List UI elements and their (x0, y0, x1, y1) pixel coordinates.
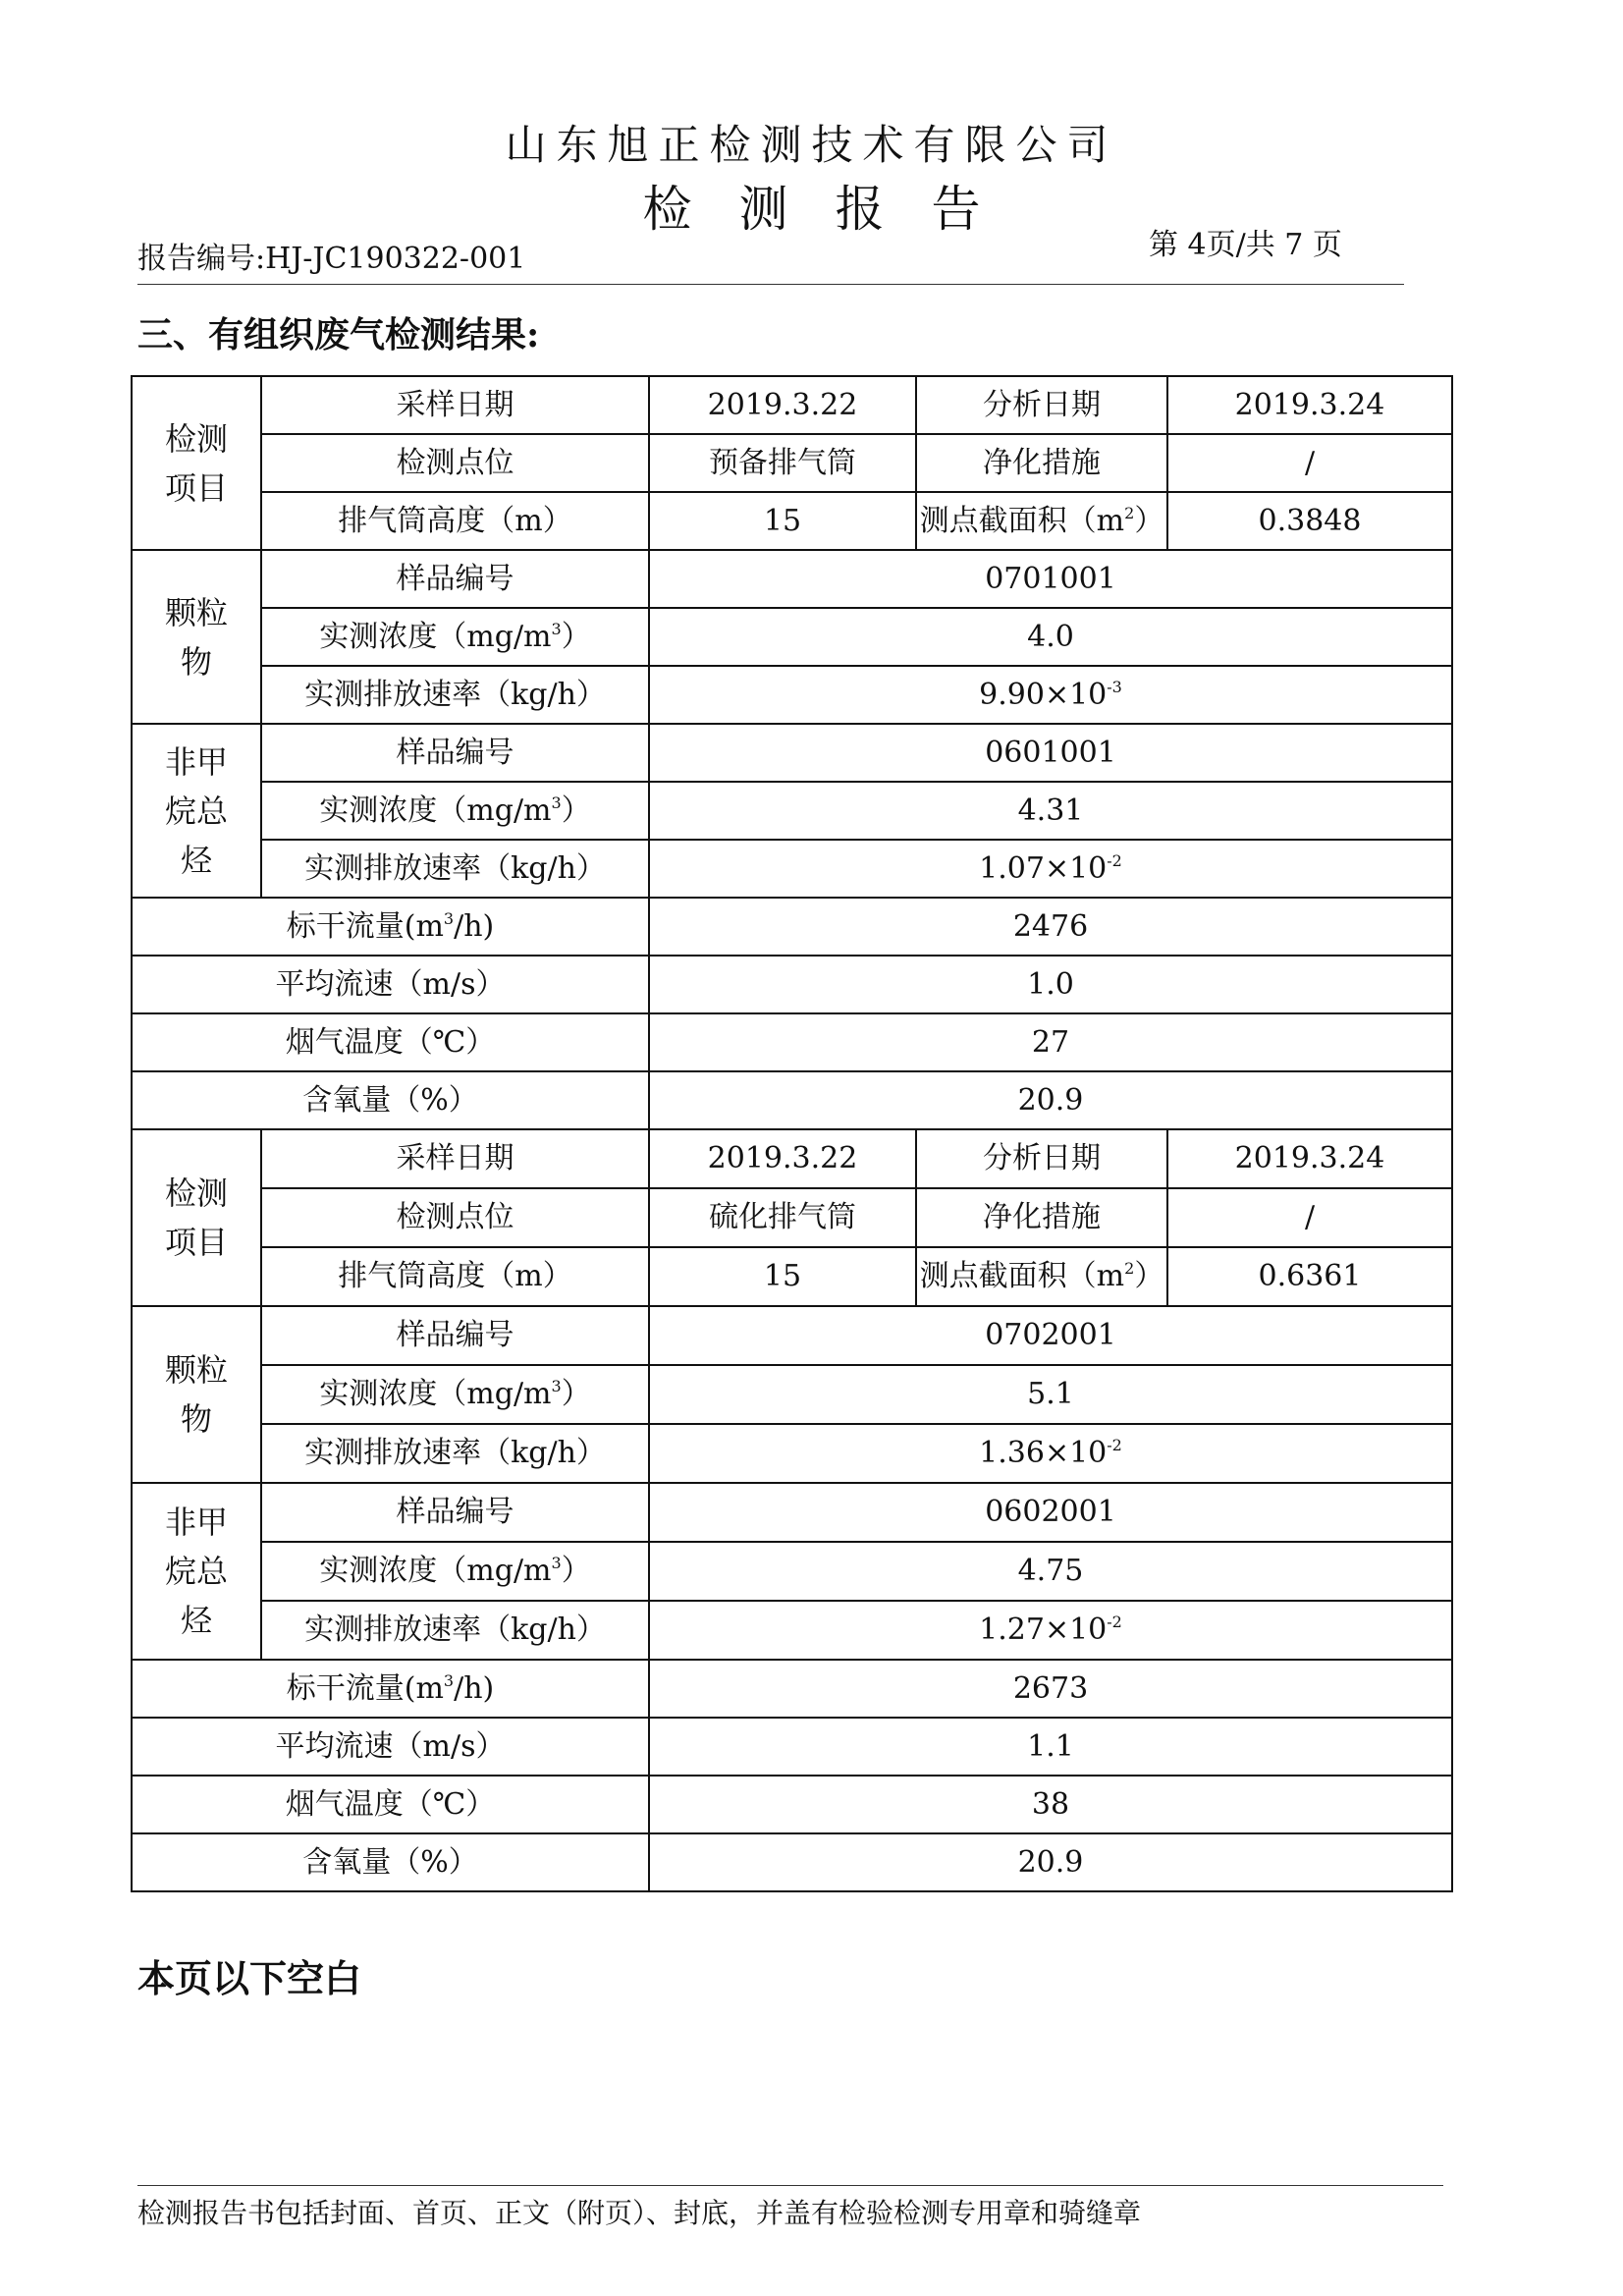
table-row (132, 1013, 1452, 1071)
label-sup: 3 (551, 1377, 562, 1395)
value-cell: 20.9 (649, 1071, 1452, 1129)
label-text: ） (561, 1554, 591, 1588)
label-text: /h) (454, 908, 495, 944)
label-cell: 样品编号 (261, 550, 649, 608)
label-cell: 实测排放速率（kg/h） (261, 1424, 649, 1483)
footer-divider (137, 2185, 1443, 2186)
rate-exponent: -2 (1107, 1436, 1122, 1454)
label-sup: 2 (1124, 503, 1135, 522)
rate-mantissa: 1.07×10 (979, 850, 1108, 886)
value-cell: 4.75 (649, 1542, 1452, 1601)
label-cell: 分析日期 (916, 1129, 1167, 1188)
label-cell: 烟气温度（℃） (132, 1013, 649, 1071)
value-cell: 4.31 (649, 782, 1452, 840)
value-cell: 38 (649, 1776, 1452, 1833)
table-row (132, 1424, 1452, 1483)
label-text: ） (561, 1377, 591, 1411)
label-text: 实测浓度（mg/m (319, 619, 552, 654)
table-row (132, 956, 1452, 1013)
value-cell: 0702001 (649, 1306, 1452, 1365)
label-cell: 样品编号 (261, 1306, 649, 1365)
value-cell (649, 840, 1452, 898)
value-cell: 4.0 (649, 608, 1452, 666)
rate-exponent: -2 (1107, 1613, 1122, 1631)
table-row (132, 1601, 1452, 1660)
table-row (132, 1483, 1452, 1542)
table-row (132, 1365, 1452, 1424)
label-cell (261, 1542, 649, 1601)
section-title: 三、有组织废气检测结果: (137, 314, 540, 355)
rate-mantissa: 1.27×10 (979, 1613, 1108, 1647)
label-text: 测点截面积（m (919, 1259, 1125, 1293)
label-cell: 排气筒高度（m） (261, 492, 649, 550)
label-cell: 实测排放速率（kg/h） (261, 840, 649, 898)
results-table (131, 375, 1453, 1892)
label-cell: 平均流速（m/s） (132, 1718, 649, 1776)
label-cell (132, 898, 649, 956)
label-cell: 平均流速（m/s） (132, 956, 649, 1013)
label-cell: 烟气温度（℃） (132, 1776, 649, 1833)
label-text: 标干流量(m (286, 1670, 444, 1706)
label-cell: 样品编号 (261, 724, 649, 782)
blank-below-note: 本页以下空白 (137, 1956, 362, 2000)
table-row (132, 550, 1452, 608)
value-cell: 5.1 (649, 1365, 1452, 1424)
label-cell (916, 492, 1167, 550)
value-cell: 20.9 (649, 1833, 1452, 1891)
label-sup: 3 (551, 793, 562, 812)
table-row (132, 1129, 1452, 1188)
table-row (132, 492, 1452, 550)
value-cell: / (1167, 434, 1452, 492)
table-row (132, 1776, 1452, 1833)
label-text: ） (1134, 1259, 1164, 1293)
value-cell: 1.0 (649, 956, 1452, 1013)
label-cell: 检测点位 (261, 434, 649, 492)
label-sup: 3 (551, 1554, 562, 1572)
label-text: 实测浓度（mg/m (319, 1377, 552, 1411)
value-cell: 0602001 (649, 1483, 1452, 1542)
value-cell: 2019.3.24 (1167, 376, 1452, 434)
value-cell: 15 (649, 1247, 916, 1306)
value-cell: / (1167, 1188, 1452, 1247)
label-text: ） (1134, 503, 1164, 538)
label-cell: 检测点位 (261, 1188, 649, 1247)
value-cell: 2476 (649, 898, 1452, 956)
value-cell: 0601001 (649, 724, 1452, 782)
value-cell: 0.6361 (1167, 1247, 1452, 1306)
label-text: 测点截面积（m (919, 503, 1125, 538)
label-cell: 实测排放速率（kg/h） (261, 1601, 649, 1660)
value-cell: 2019.3.24 (1167, 1129, 1452, 1188)
label-text: /h) (454, 1670, 495, 1706)
label-text: 标干流量(m (286, 908, 444, 944)
label-sup: 3 (551, 619, 562, 638)
label-cell: 样品编号 (261, 1483, 649, 1542)
label-cell: 采样日期 (261, 1129, 649, 1188)
table-row (132, 434, 1452, 492)
label-text: 实测浓度（mg/m (319, 793, 552, 828)
label-cell: 净化措施 (916, 1188, 1167, 1247)
value-cell (649, 1424, 1452, 1483)
label-cell (261, 782, 649, 840)
report-number: 报告编号:HJ-JC190322-001 (137, 242, 526, 276)
report-title (0, 175, 1623, 244)
table-row (132, 1718, 1452, 1776)
label-cell: 排气筒高度（m） (261, 1247, 649, 1306)
table-row (132, 840, 1452, 898)
value-cell: 15 (649, 492, 916, 550)
company-name: 山东旭正检测技术有限公司 (505, 121, 1118, 169)
value-cell: 27 (649, 1013, 1452, 1071)
value-cell (649, 1601, 1452, 1660)
footer-note: 检测报告书包括封面、首页、正文（附页）、封底，并盖有检验检测专用章和骑缝章 (137, 2197, 1142, 2229)
title-char: 告 (931, 181, 981, 238)
label-cell: 分析日期 (916, 376, 1167, 434)
rate-exponent: -3 (1107, 677, 1122, 696)
value-cell: 0701001 (649, 550, 1452, 608)
group-detect-items: 检测 项目 (132, 376, 261, 550)
table-row (132, 1188, 1452, 1247)
title-char: 报 (835, 181, 885, 238)
table-row (132, 666, 1452, 724)
table-row (132, 1071, 1452, 1129)
rate-mantissa: 9.90×10 (979, 677, 1108, 712)
table-row (132, 724, 1452, 782)
label-cell: 采样日期 (261, 376, 649, 434)
label-cell: 净化措施 (916, 434, 1167, 492)
table-row (132, 1660, 1452, 1718)
value-cell: 0.3848 (1167, 492, 1452, 550)
value-cell (649, 666, 1452, 724)
label-cell: 实测排放速率（kg/h） (261, 666, 649, 724)
value-cell: 2019.3.22 (649, 376, 916, 434)
value-cell: 2673 (649, 1660, 1452, 1718)
table-row (132, 376, 1452, 434)
rate-exponent: -2 (1107, 850, 1122, 870)
page-info: 第 4页/共 7 页 (1149, 228, 1342, 262)
value-cell: 硫化排气筒 (649, 1188, 916, 1247)
label-sup: 3 (443, 908, 455, 928)
label-cell (916, 1247, 1167, 1306)
label-text: ） (561, 793, 591, 828)
label-cell (132, 1660, 649, 1718)
label-text: 实测浓度（mg/m (319, 1554, 552, 1588)
table-row (132, 1247, 1452, 1306)
label-cell (261, 608, 649, 666)
label-cell: 含氧量（%） (132, 1071, 649, 1129)
value-cell: 1.1 (649, 1718, 1452, 1776)
table-row (132, 1542, 1452, 1601)
header-divider (137, 284, 1404, 285)
value-cell: 2019.3.22 (649, 1129, 916, 1188)
title-char: 测 (738, 181, 788, 238)
label-text: ） (561, 619, 591, 654)
rate-mantissa: 1.36×10 (979, 1436, 1108, 1470)
group-nmhc: 非甲 烷总 烃 (132, 1483, 261, 1660)
table-row (132, 1306, 1452, 1365)
value-cell: 预备排气筒 (649, 434, 916, 492)
table-row (132, 1833, 1452, 1891)
group-particulate: 颗粒 物 (132, 1306, 261, 1483)
table-row (132, 608, 1452, 666)
group-detect-items: 检测 项目 (132, 1129, 261, 1306)
group-nmhc: 非甲 烷总 烃 (132, 724, 261, 898)
label-sup: 3 (443, 1670, 455, 1690)
label-sup: 2 (1124, 1259, 1135, 1278)
group-particulate: 颗粒 物 (132, 550, 261, 724)
table-row (132, 898, 1452, 956)
table-row (132, 782, 1452, 840)
title-char: 检 (642, 181, 692, 238)
label-cell: 含氧量（%） (132, 1833, 649, 1891)
label-cell (261, 1365, 649, 1424)
